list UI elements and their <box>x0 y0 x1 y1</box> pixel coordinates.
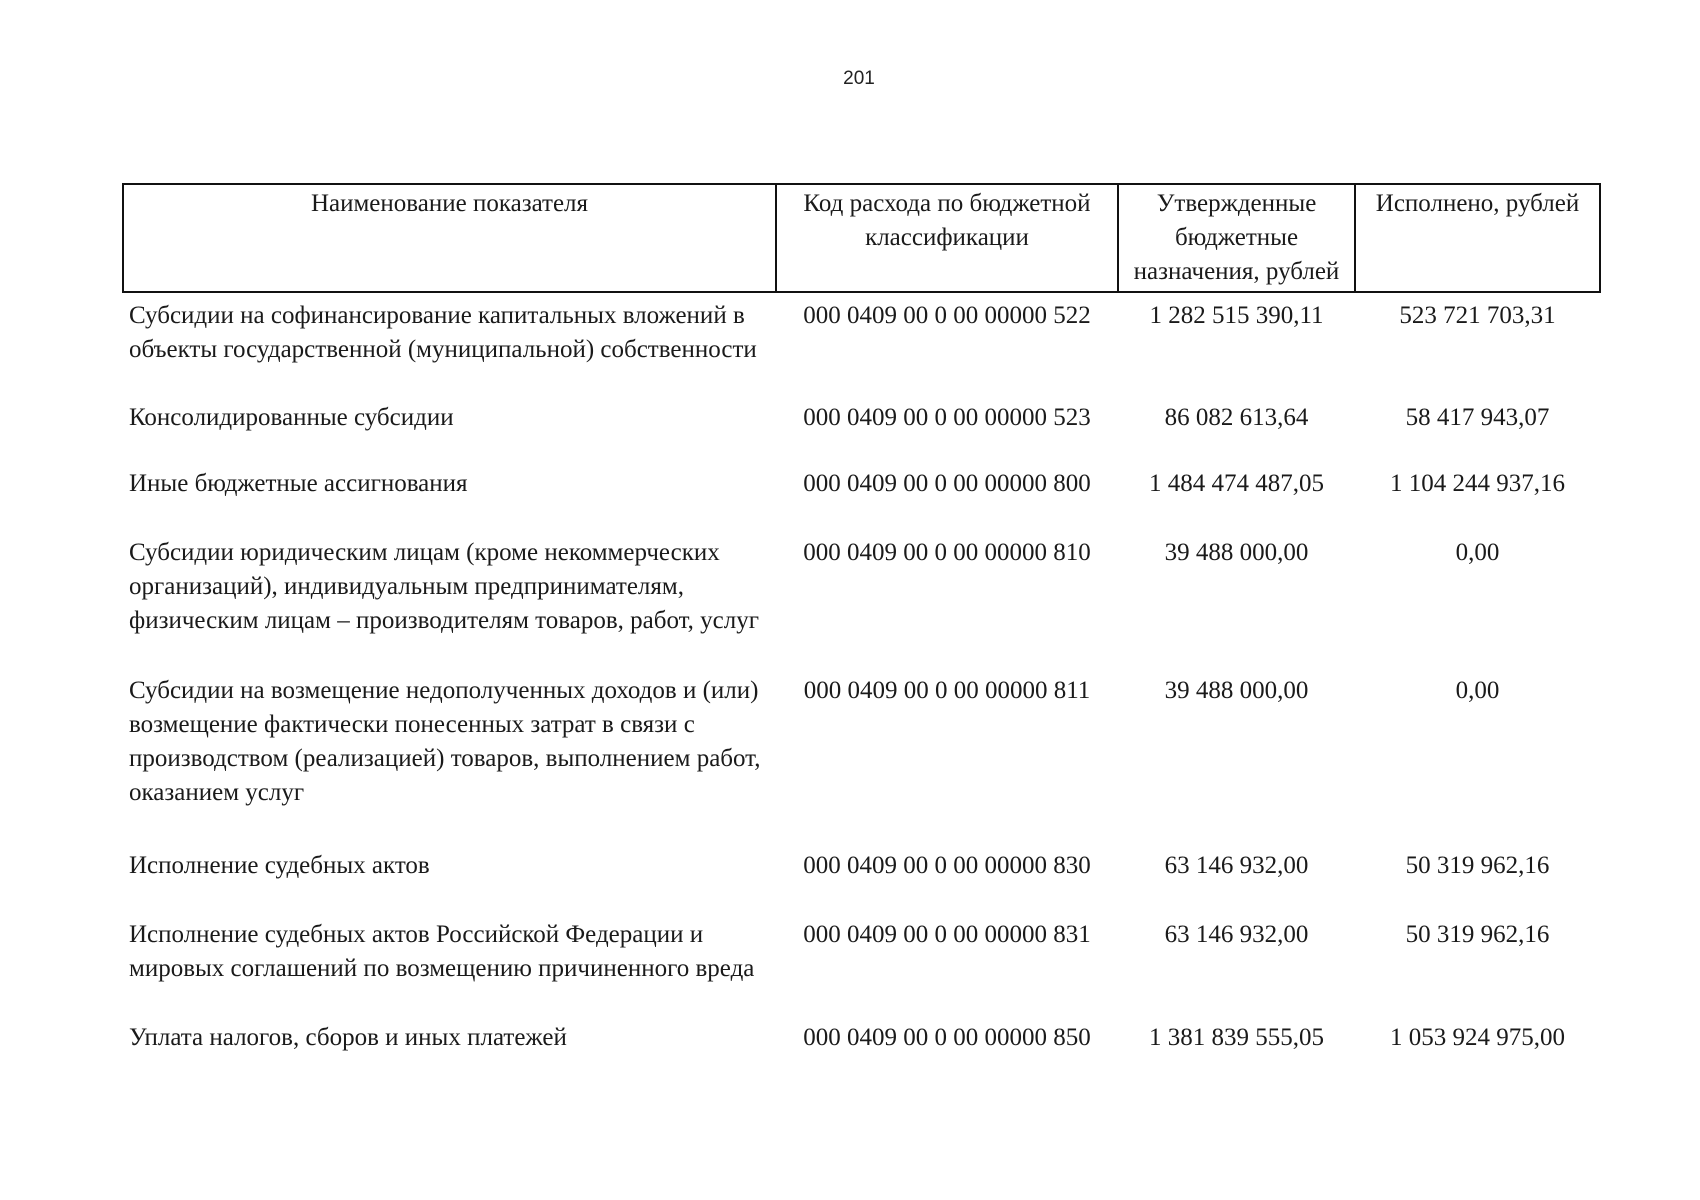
row-executed: 58 417 943,07 <box>1405 404 1550 431</box>
row-approved: 1 282 515 390,11 <box>1149 302 1324 329</box>
table-row <box>123 918 1600 1021</box>
table-row <box>123 1021 1600 1061</box>
header-code: Код расхода по бюджетной классификации <box>776 184 1118 292</box>
row-name: Исполнение судебных актов Российской Федерации и мировых соглашений по возмещению причиненного вреда <box>129 921 755 982</box>
row-approved: 63 146 932,00 <box>1164 921 1309 948</box>
table-row <box>123 674 1600 849</box>
row-executed: 1 104 244 937,16 <box>1390 470 1565 497</box>
row-name: Исполнение судебных актов <box>129 852 430 879</box>
row-code: 000 0409 00 0 00 00000 811 <box>803 677 1091 704</box>
row-name: Уплата налогов, сборов и иных платежей <box>129 1024 567 1051</box>
row-name: Субсидии юридическим лицам (кроме некоммерческих организаций), индивидуальным предпринимателям, физическим лицам – производителям товаров, работ, услуг <box>129 539 760 634</box>
header-executed: Исполнено, рублей <box>1355 184 1600 292</box>
row-executed: 50 319 962,16 <box>1405 852 1550 879</box>
table-row <box>123 849 1600 918</box>
row-code: 000 0409 00 0 00 00000 810 <box>803 539 1091 566</box>
table-row <box>123 536 1600 674</box>
row-approved: 1 484 474 487,05 <box>1149 470 1324 497</box>
table-row <box>123 401 1600 467</box>
header-name: Наименование показателя <box>123 184 776 292</box>
row-approved: 63 146 932,00 <box>1164 852 1309 879</box>
budget-table <box>122 183 1601 1061</box>
row-code: 000 0409 00 0 00 00000 522 <box>803 302 1091 329</box>
row-executed: 523 721 703,31 <box>1399 302 1556 329</box>
row-executed: 0,00 <box>1455 677 1500 704</box>
table-header <box>123 184 1600 292</box>
row-name: Иные бюджетные ассигнования <box>129 470 468 497</box>
table-body <box>123 292 1600 1061</box>
row-name: Субсидии на софинансирование капитальных вложений в объекты государственной (муниципальной) собственности <box>129 302 757 363</box>
row-executed: 0,00 <box>1455 539 1500 566</box>
row-approved: 1 381 839 555,05 <box>1149 1024 1324 1051</box>
row-name: Консолидированные субсидии <box>129 404 454 431</box>
table-row <box>123 467 1600 536</box>
row-code: 000 0409 00 0 00 00000 830 <box>803 852 1091 879</box>
row-code: 000 0409 00 0 00 00000 831 <box>803 921 1091 948</box>
row-name: Субсидии на возмещение недополученных доходов и (или) возмещение фактически понесенных затрат в связи с производством (реализацией) товаров, выполнением работ, оказанием услуг <box>129 677 761 806</box>
row-executed: 50 319 962,16 <box>1405 921 1550 948</box>
header-row <box>123 184 1600 292</box>
row-code: 000 0409 00 0 00 00000 523 <box>803 404 1091 431</box>
row-code: 000 0409 00 0 00 00000 850 <box>803 1024 1091 1051</box>
table-row <box>123 292 1600 401</box>
row-code: 000 0409 00 0 00 00000 800 <box>803 470 1091 497</box>
row-approved: 86 082 613,64 <box>1164 404 1309 431</box>
page-number: 201 <box>843 68 875 89</box>
row-approved: 39 488 000,00 <box>1164 677 1309 704</box>
header-approved: Утвержденные бюджетные назначения, рублей <box>1118 184 1355 292</box>
row-approved: 39 488 000,00 <box>1164 539 1309 566</box>
row-executed: 1 053 924 975,00 <box>1390 1024 1565 1051</box>
